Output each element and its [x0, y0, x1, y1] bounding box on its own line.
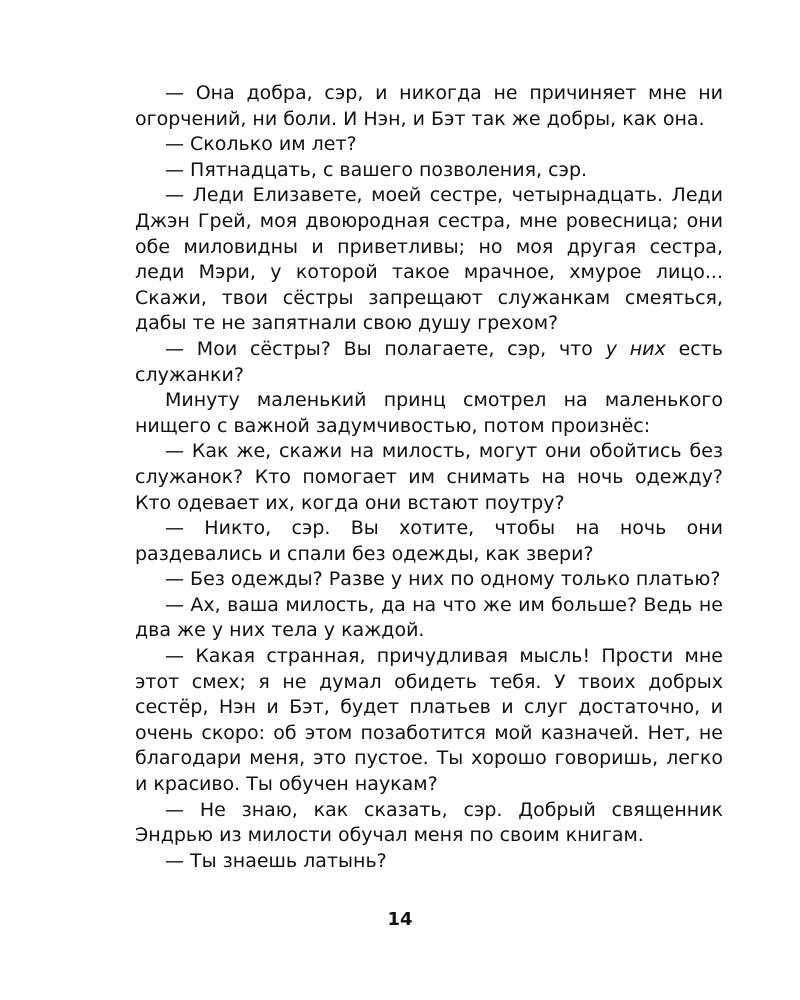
paragraph-2: — Сколько им лет? [165, 133, 357, 156]
paragraph-1: — Она добра, сэр, и никогда не причиняет мне ни огорчений, ни боли. И Нэн, и Бэт так же добры, как она. [135, 82, 723, 130]
paragraph-4: — Леди Елизавете, моей сестре, четырнадцать. Леди Джэн Грей, моя двоюродная сестра, мне ровесница; они обе миловидны и приветливы; но моя другая сестра, леди Мэри, у которой такое мрачное, хмурое лицо... Скажи, твои сёстры запрещают служанкам смеяться, дабы те не запятнали свою душу грехом? [135, 184, 723, 335]
paragraph-5 [135, 337, 723, 388]
paragraph-6: Минуту маленький принц смотрел на маленького нищего с важной задумчивостью, потом произнёс: [135, 389, 723, 437]
paragraph-3: — Пятнадцать, с вашего позволения, сэр. [165, 158, 588, 181]
page-number: 14 [387, 909, 413, 930]
paragraph-8: — Никто, сэр. Вы хотите, чтобы на ночь они раздевались и спали без одежды, как звери? [135, 517, 723, 565]
body-text [135, 81, 723, 874]
paragraph-12: — Не знаю, как сказать, сэр. Добрый священник Эндрью из милости обучал меня по своим книгам. [135, 798, 723, 847]
paragraph-5-start: — Мои сёстры? Вы полагаете, сэр, что [165, 337, 606, 360]
paragraph-5-emphasis: у них [605, 337, 666, 360]
paragraph-5-end: есть служанки? [135, 337, 723, 386]
paragraph-9: — Без одежды? Разве у них по одному только платью? [165, 568, 721, 591]
paragraph-10: — Ах, ваша милость, да на что же им больше? Ведь не два же у них тела у каждой. [135, 593, 723, 642]
paragraph-13: — Ты знаешь латынь? [165, 849, 387, 872]
paragraph-7: — Как же, скажи на милость, могут они обойтись без служанок? Кто помогает им снимать на ночь одежду? Кто одевает их, когда они встают поутру? [135, 440, 723, 514]
paragraph-11: — Какая странная, причудливая мысль! Прости мне этот смех; я не думал обидеть тебя. У твоих добрых сестёр, Нэн и Бэт, будет платьев и слуг достаточно, и очень скоро: об этом позаботится мой казначей. Нет, не благодари меня, это пустое. Ты хорошо говоришь, легко и красиво. Ты обучен наукам? [135, 645, 723, 796]
